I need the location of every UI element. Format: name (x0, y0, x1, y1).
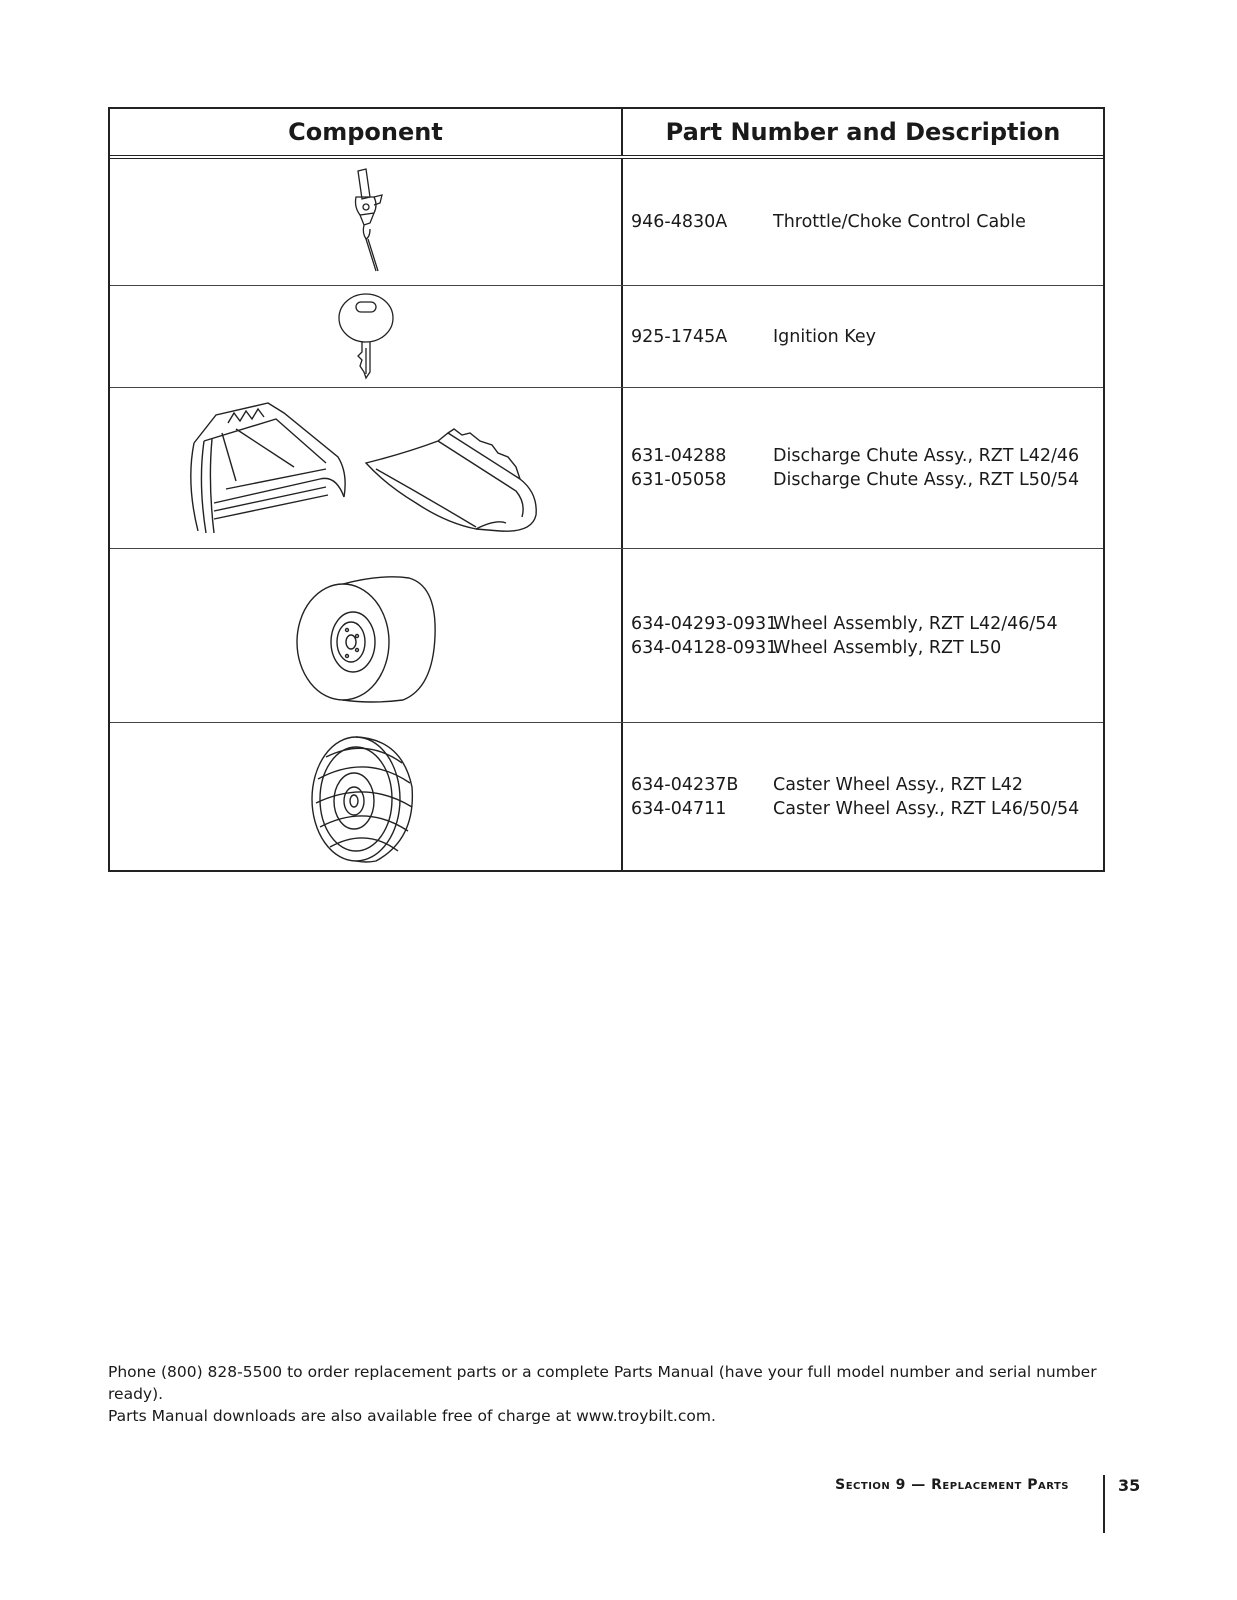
component-cell (110, 159, 623, 285)
part-line (631, 612, 1103, 636)
part-description: Caster Wheel Assy., RZT L42 (773, 774, 1023, 795)
part-line (631, 797, 1103, 821)
discharge-chute-icon (176, 393, 556, 543)
component-cell (110, 286, 623, 387)
part-description-cell (623, 723, 1103, 870)
part-description-cell (623, 159, 1103, 285)
page-number: 35 (1118, 1476, 1141, 1495)
wheel-icon (291, 566, 441, 706)
table-row (110, 549, 1103, 723)
part-number: 925-1745A (631, 326, 728, 347)
part-description: Wheel Assembly, RZT L50 (773, 637, 1002, 658)
table-row (110, 159, 1103, 286)
part-description: Wheel Assembly, RZT L42/46/54 (773, 613, 1058, 634)
component-cell (110, 549, 623, 722)
part-number: 946-4830A (631, 212, 728, 232)
ordering-note-line2: Parts Manual downloads are also available free of charge at www.troybilt.com. (108, 1407, 716, 1425)
part-description: Caster Wheel Assy., RZT L46/50/54 (773, 798, 1080, 819)
throttle-cable-icon (336, 167, 396, 277)
table-row (110, 388, 1103, 549)
ordering-note-line1: Phone (800) 828-5500 to order replacement parts or a complete Parts Manual (have your full model number and serial number ready). (108, 1363, 1097, 1403)
part-number: 634-04128-0931 (631, 637, 778, 658)
component-header: Component (110, 109, 623, 155)
part-number: 634-04711 (631, 798, 727, 819)
part-line (631, 325, 1103, 349)
ordering-note (108, 1361, 1118, 1427)
part-number: 634-04237B (631, 774, 739, 795)
part-description: Discharge Chute Assy., RZT L42/46 (773, 446, 1080, 466)
part-line (631, 210, 1103, 234)
part-description-cell (623, 549, 1103, 722)
part-description: Throttle/Choke Control Cable (773, 212, 1026, 232)
table-header (110, 109, 1103, 159)
table-row (110, 286, 1103, 388)
part-description-cell (623, 286, 1103, 387)
section-label: Section 9 — Replacement Parts (835, 1477, 1069, 1493)
component-cell (110, 388, 623, 548)
table-row (110, 723, 1103, 870)
part-description-header: Part Number and Description (665, 118, 1061, 146)
part-description-cell (623, 388, 1103, 548)
part-number: 631-04288 (631, 446, 727, 466)
ignition-key-icon (336, 292, 396, 382)
caster-wheel-icon (306, 727, 426, 867)
part-description: Discharge Chute Assy., RZT L50/54 (773, 470, 1080, 490)
part-number: 634-04293-0931 (631, 613, 778, 634)
part-line (631, 468, 1103, 492)
part-description: Ignition Key (773, 326, 877, 347)
component-cell (110, 723, 623, 870)
part-line (631, 773, 1103, 797)
part-line (631, 636, 1103, 660)
part-number: 631-05058 (631, 470, 727, 490)
parts-table (108, 107, 1105, 872)
part-line (631, 444, 1103, 468)
page-divider (1103, 1475, 1105, 1533)
